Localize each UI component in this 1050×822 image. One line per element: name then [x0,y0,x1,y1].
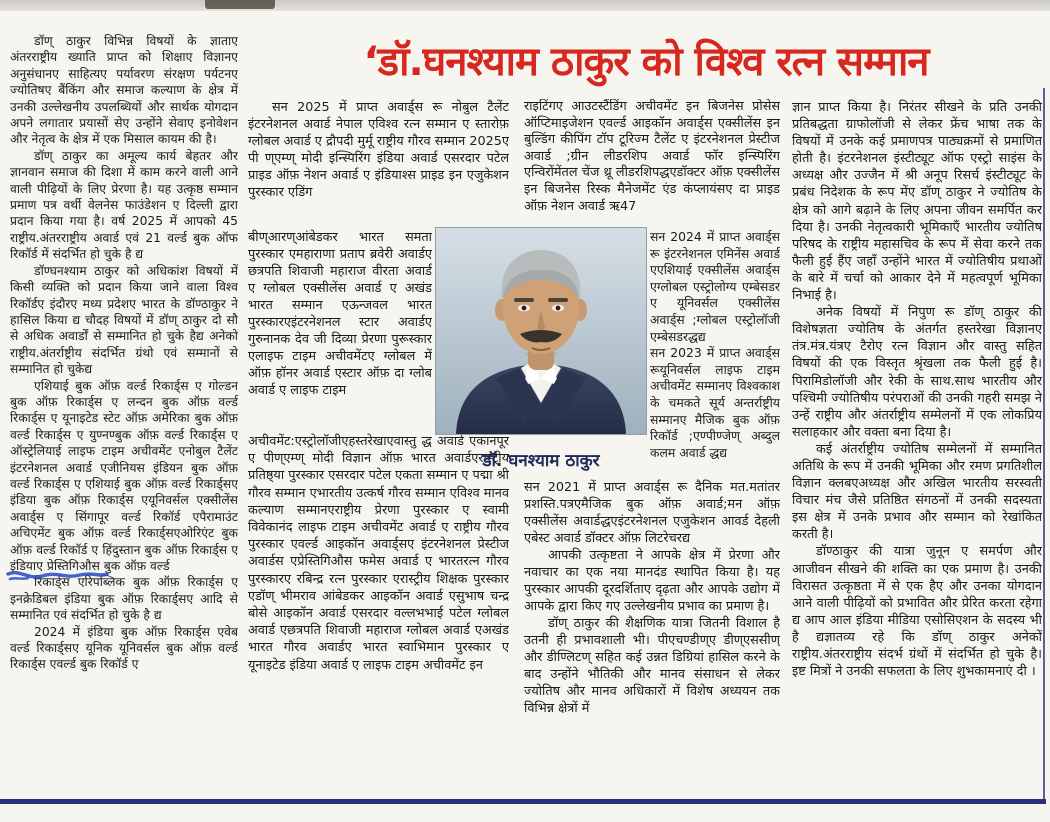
paragraph: डॉण् ठाकुर का अमूल्य कार्य बेहतर और ज्ञानवान समाज की दिशा में काम करने वाली आने वाली पीढ़ियों के लिए प्रेरणा है। यह उत्कृष्ठ सम्मान प्रमाण पत्र वर्थी वेलनेस फाउंडेशन ए दिल्ली द्वारा प्रदान किया गया है। वर्ष 2025 में आपको 45 राष्ट्रीय.अंतरराष्ट्रीय अवार्ड एवं 21 वर्ल्ड बुक ऑफ रिकॉर्ड में संदर्भित हो चुके है द्य [10,148,238,262]
paragraph: कई अंतर्राष्ट्रीय ज्योतिष सम्मेलनों में सम्मानित अतिथि के रूप में उनकी भूमिका और रमण प्रगतिशील विज्ञान क्लबएअध्यक्ष और अखिल भारतीय सरस्वती विचार मंच जैसे प्रतिष्ठित संगठनों में उनकी सदस्यता इस क्षेत्र में उनके प्रभाव और सम्मान को रेखांकित करती है। [792,441,1042,543]
paragraph: डॉण्ठाकुर की यात्रा जुनून ए समर्पण और आजीवन सीखने की शक्ति का एक प्रमाण है। उनकी विरासत उत्कृष्ठता में से एक हैए और उनका योगदान आने वाली पीढ़ियों को प्रभावित और प्रेरित करता रहेगा द्य आप आल इंडिया मीडिया एसोसिएशन के सदस्य भी है द्यज्ञातव्य रहे कि डॉण् ठाकुर अनेकों राष्ट्रीय.अंतरराष्ट्रीय संदर्भ ग्रंथों में संदर्भित हो चुके है। इष्ट मित्रों ने उनकी सफलता के लिए शुभकामनाएं दी । [792,544,1042,680]
paragraph: सन 2021 में प्राप्त अवार्ड्स रू दैनिक मत.मतांतर प्रशस्ति.पत्रएमैजिक बुक ऑफ़ अवार्ड;मन ऑफ़ एक्सीलेंस अवार्डद्धएइंटरनेशनल एजुकेशन आवर्ड देहली एबेस्ट अवार्ड डॉक्टर ऑफ़ लिटरेचरद्य [524,480,780,546]
paragraph: सन 2024 में प्राप्त अवार्ड्स रू इंटरनेशनल एमिनेंस अवार्ड एएशियाई एक्सीलेंस अवार्ड्स एग्लोबल एस्ट्रोलोग्य एम्बेसडर ए यूनिवर्सल एक्सीलेंस अवार्ड्स ;ग्लोबल एस्ट्रोलॉजी एम्बेसडरद्धद्य [650,229,780,344]
paragraph: 2024 में इंडिया बुक ऑफ़ रिकार्ड्स एवेब वर्ल्ड रिकार्ड्सए यूनिक यूनिवर्सल बुक ऑफ़ वर्ल्ड रिकार्ड्स एवर्ल्ड बुक रिकॉर्ड ए [10,624,238,672]
paragraph: रिकार्ड्स एरिपब्लिक बुक ऑफ़ रिकार्ड्स ए इनक्रेडिबल इंडिया बुक ऑफ़ रिकार्ड्सए आदि से सम्मानित एवं संदर्भित हो चुके है द्य [10,575,238,623]
photo-caption: डॉ. घनश्याम ठाकुर [482,451,600,471]
portrait-photo [436,228,646,434]
column-3-beside-photo [650,229,780,479]
article-headline: ‘डॉ.घनश्याम ठाकुर को विश्व रत्न सम्मान [363,39,929,85]
paragraph: अनेक विषयों में निपुण रू डॉण् ठाकुर की विशेषज्ञता ज्योतिष के अंतर्गत हस्तरेखा विज्ञानए तंत्र.मंत्र.यंत्रए टैरोए रत्न विज्ञान और वास्तु सहित विषयों की एक विस्तृत श्रृंखला तक फैली हुई है। पिरामिडोलॉजी और रेकी के साथ.साथ भारतीय और पश्चिमी ज्योतिषीय परंपराओं की उनकी गहरी समझ ने उन्हें राष्ट्रीय और अंतर्राष्ट्रीय सम्मेलनों में एक लोकप्रिय सलाहकार और वक्ता बना दिया है। [792,305,1042,440]
column-4 [792,99,1042,799]
masthead-strip [0,0,1050,11]
portrait-photo-graphic [436,228,646,434]
right-edge-rule [1043,88,1045,804]
bottom-rule [0,799,1046,804]
paragraph: राइटिंगए आउटस्टैंडिंग अचीवमेंट इन बिजनेस प्रोसेस ऑप्टिमाइजेशन एवर्ल्ड आइकॉन अवार्ड्स एक्सीलेंस इन बुल्डिंग कीपिंग टॉप टूरिज्म टैलेंट ए इंटरनेशनल प्रेस्टीज अवार्ड ;ग्रीन लीडरशिप अवार्ड फॉर इन्स्पिरिंग एन्विरोंमेंतल चेंज थ्रू लीडरशिपद्धएडॉक्टर ऑफ़ एक्सीलेंस इन बिजनेस रिस्क मैनेजमेंट एंड कंप्लायंसए दा प्राइड ऑफ़ नेशन अवार्ड ऋ47 [524,99,780,214]
column-2-bottom [248,433,509,799]
paragraph: एशियाई बुक ऑफ़ वर्ल्ड रिकार्ड्स ए गोल्डन बुक ऑफ़ रिकार्ड्स ए लन्दन बुक ऑफ़ वर्ल्ड रिकार्ड्स ए यूनाइटेड स्टेट ऑफ़ अमेरिका बुक ऑफ़ वर्ल्ड रिकार्ड्स ए युण्नण्बुक ऑफ़ वर्ल्ड रिकार्ड्स ए ऑस्ट्रेलियाई लाइफ टाइम अचीवमेंट एनोबुल टैलेंट इंटरनेशनल अवार्ड एजीनियस इंडियन बुक ऑफ़ वर्ल्ड रिकार्ड्स ए एशियाई बुक ऑफ़ वर्ल्ड रिकार्ड्सए इंडिया बुक ऑफ़ रिकार्ड्स एयूनिवर्सल एक्सीलेंस अवार्ड्स ए सिंगापूर वर्ल्ड रिकॉर्ड एपैरामाउंट अचिएमेंट बुक ऑफ़ वर्ल्ड रिकार्ड्सएओरिएंट बुक ऑफ़ वर्ल्ड रिकॉर्ड ए हिंदुस्तान बुक ऑफ़ रिकार्ड्स ए इंडियाए प्रेस्तिगिऔस बुक ऑफ़ वर्ल्ड [10,378,238,573]
paragraph: सन 2025 में प्राप्त अवार्ड्स रू नोबुल टैलेंट इंटरनेशनल अवार्ड नेपाल एविश्व रत्न सम्मान ए स्तारोफ़ ग्लोबल अवार्ड ए द्रौपदी मुर्मू राष्ट्रीय गौरव सम्मान 2025ए पी ण्एम्ण् मोदी इन्स्पिरिंग इंडिया अवार्ड एसरदार पटेल प्राइड ऑफ़ नेशन अवार्ड ए इंडियाश्स प्राइड इन एजुकेशन पुरस्कार एडिंग [248,100,509,200]
column-3-top [524,99,780,229]
pen-mark [6,566,110,584]
column-1 [10,33,238,797]
column-2-top [248,99,509,229]
column-3-bottom [524,479,780,799]
paragraph: डॉण्घनश्याम ठाकुर को अधिकांश विषयों में किसी व्यक्ति को प्रदान किया जाने वाला विश्व रिकॉर्डए इंदौरए मध्य प्रदेशए भारत के डॉण्ठाकुर ने हासिल किया द्य चौदह विषयों में डॉण् ठाकुर दो सौ से अधिक अवार्डों से सम्मानित हो चुके हैद्य अनेको राष्ट्रीय.अंतर्राष्ट्रीय संदर्भित ग्रंथो एवं सम्मानों से सम्मानित हो चुकेद्य [10,263,238,377]
paragraph: डॉण् ठाकुर की शैक्षणिक यात्रा जितनी विशाल है उतनी ही प्रभावशाली भी। पीएचण्डीण्ए डीण्एससीण् और डीण्लिटण् सहित कई उन्नत डिग्रियां हासिल करने के बाद उन्होंने भौतिकी और मानव संसाधन से लेकर ज्योतिष और मानव अधिकारों में विशेष अध्ययन तक विभिन्न क्षेत्रों में [524,616,780,716]
masthead-remnant [205,0,275,9]
paragraph: ज्ञान प्राप्त किया है। निरंतर सीखने के प्रति उनकी प्रतिबद्धता ग्राफोलॉजी से लेकर फ्रेंच भाषा तक के विषयों में उनके कई प्रमाणपत्र पाठ्यक्रमों से प्रमाणित होती है। इंटरनेशनल इंस्टीट्यूट ऑफ एस्ट्रो साइंस के अध्यक्ष और उज्जैन में श्री अनूप रिसर्च इंस्टीट्यूट के प्रबंध निदेशक के रूप मेंए डॉण् ठाकुर ने ज्योतिष के क्षेत्र को आगे बढ़ाने के लिए अपना जीवन समर्पित कर दिया है। उनकी नेतृत्वकारी भूमिकाएँ भारतीय ज्योतिष परिषद के राष्ट्रीय महासचिव के रूप में सेवा करने तक फैली हुई हैंए जहाँ उन्होंने भारत में ज्योतिषीय प्रथाओं के बारे में चर्चा को आकार देने में महत्वपूर्ण भूमिका निभाई है। [792,100,1042,304]
paragraph: सन 2023 में प्राप्त अवार्ड्स रूयूनिवर्सल लाइफ टाइम अचीवमेंट सम्मानए विश्वकाश के चमकते सूर्य अन्तर्राष्ट्रीय सम्मानए मैजिक बुक ऑफ़ रिकॉर्ड ;एण्पीण्जेण् अब्दुल कलम अवार्ड द्धद्य [650,345,780,460]
paragraph: डॉण् ठाकुर विभिन्न विषयों के ज्ञाताए अंतरराष्ट्रीय ख्याति प्राप्त को शिक्षाए विज्ञानए अनुसंधानए साहित्यए पर्यावरण संरक्षण पर्यटनए ज्योतिषए बैंकिंग और समाज कल्याण के क्षेत्र में उनकी उल्लेखनीय उपलब्धियों और सार्थक योगदान अपने लगातार प्रयासों सेए उन्होंने सेवाए इनोवेशन और नेतृत्व के क्षेत्र में एक मिसाल कायम की है। [10,34,238,147]
paragraph: अचीवमेंट:एस्ट्रोलॉजीएहस्तरेखाएवास्तु द्ध अवार्ड एकानपूर ए पीण्एम्ण् मोदी विज्ञान ऑफ़ भारत अवार्डएरास्ट्रीय प्रतिष्ठ्या पुरस्कार एसरदार पटेल एकता सम्मान ए पद्मा श्री गौरव सम्मान एभारतीय उत्कर्ष गौरव सम्मान एविश्व मानव कल्याण सम्मानएराष्ट्रीय प्रेरणा पुरस्कार ए स्वामी विवेकानंद लाइफ टाइम अचीवमेंट अवार्ड ए राष्ट्रीय गौरव पुरस्कार एवर्ल्ड आइकॉन अवार्ड्सए इंटरनेशनल प्रेस्टीज अवार्डस एप्रेस्तिगिऔस फमेस अवार्ड ए भारतरत्न गौरव पुरस्कारए रबिन्द्र रत्न पुरस्कार एरास्ट्रीय शिक्षक पुरस्कार एडॉण् भीमराव आंबेडकर आइकॉन अवार्ड एसुभाष चन्द्र बोसे आइकॉन अवार्ड एसरदार वल्लभभाई पटेल ग्लोबल अवार्ड एछत्रपति शिवाजी महाराज ग्लोबल अवार्ड एअखंड भारत गौरव अवार्डए भारत स्वाभिमान पुरस्कार ए यूनाइटेड इंडिया अवार्ड ए लाइफ टाइम अचीवमेंट इन [248,434,509,673]
column-2-beside-photo [248,229,432,433]
paragraph: आपकी उत्कृष्टता ने आपके क्षेत्र में प्रेरणा और नवाचार का एक नया मानदंड स्थापित किया है। यह पुरस्कार आपकी दूरदर्शिताए दृढ़ता और आपके उद्योग में आपके द्वारा किए गए उल्लेखनीय प्रभाव का प्रमाण है। [524,548,780,614]
paragraph: बीण्आरण्आंबेडकर भारत समता पुरस्कार एमहाराणा प्रताप ब्रवेरी अवार्डए छत्रपति शिवाजी महाराज वीरता अवार्ड ए ग्लोबल एक्सीलेंस अवार्ड ए अखंड भारत सम्मान एऊन्जवल भारत पुरस्कारएइंटरनेशनल स्टार अवार्डए गुरुनानक देव जी दिव्या प्रेरणा पुरूस्कार एलाइफ टाइम अचीवमेंटए ग्लोबल में ऑफ़ हॉनर अवार्ड एस्टार ऑफ़ दा ग्लोब अवार्ड ए लाइफ टाइम [248,230,432,398]
